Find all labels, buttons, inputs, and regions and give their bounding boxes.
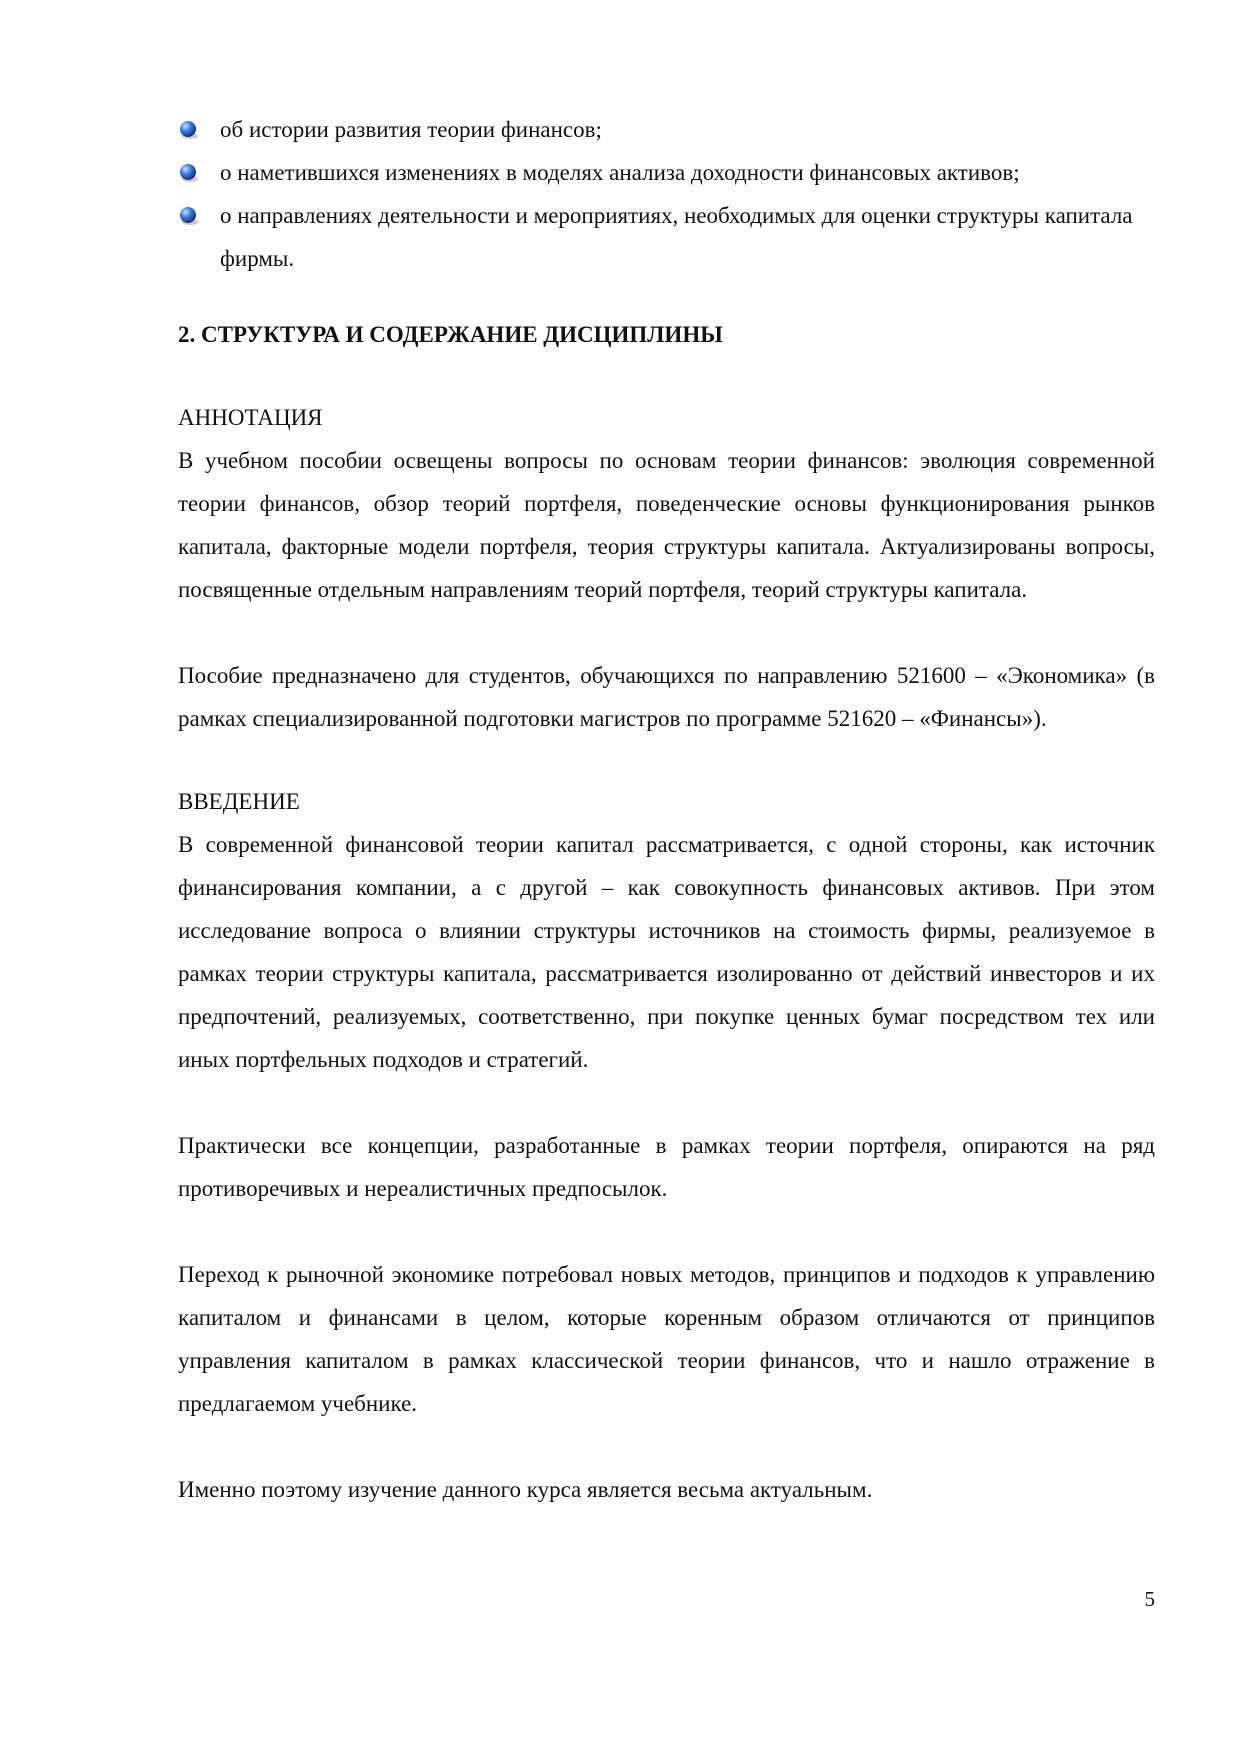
introduction-paragraph: Практически все концепции, разработанные в рамках теории портфеля, опираются на ряд противоречивых и нереалистичных предпосылок.	[178, 1133, 1155, 1201]
section-title: 2. СТРУКТУРА И СОДЕРЖАНИЕ ДИСЦИПЛИНЫ	[178, 322, 723, 347]
introduction-paragraph: В современной финансовой теории капитал рассматривается, с одной стороны, как источник финансирования компании, а с другой – как совокупность финансовых активов. При этом исследование вопроса о влиянии структуры источников на стоимость фирмы, реализуемое в рамках теории структуры капитала, рассматривается изолированно от действий инвесторов и их предпочтений, реализуемых, соответственно, при покупке ценных бумаг посредством тех или иных портфельных подходов и стратегий.	[178, 832, 1155, 1072]
list-item	[178, 108, 1155, 151]
annotation-paragraph: Пособие предназначено для студентов, обучающихся по направлению 521600 – «Экономика» (в рамках специализированной подготовки магистров по программе 521620 – «Финансы»).	[178, 663, 1155, 731]
introduction-paragraph: Переход к рыночной экономике потребовал новых методов, принципов и подходов к управлению капиталом и финансами в целом, которые коренным образом отличаются от принципов управления капиталом в рамках классической теории финансов, что и нашло отражение в предлагаемом учебнике.	[178, 1262, 1155, 1416]
page-number: 5	[1144, 1587, 1155, 1611]
sphere-bullet-icon	[178, 205, 200, 227]
bullet-text: о направлениях деятельности и мероприятиях, необходимых для оценки структуры капитала фирмы.	[220, 203, 1133, 271]
sphere-bullet-icon	[178, 162, 200, 184]
bullet-text: об истории развития теории финансов;	[220, 117, 602, 142]
bullet-list	[178, 108, 1155, 280]
introduction-paragraph: Именно поэтому изучение данного курса является весьма актуальным.	[178, 1477, 873, 1502]
list-item	[178, 194, 1155, 280]
list-item	[178, 151, 1155, 194]
introduction-heading: ВВЕДЕНИЕ	[178, 789, 300, 814]
annotation-paragraph: В учебном пособии освещены вопросы по основам теории финансов: эволюция современной теории финансов, обзор теорий портфеля, поведенческие основы функционирования рынков капитала, факторные модели портфеля, теория структуры капитала. Актуализированы вопросы, посвященные отдельным направлениям теорий портфеля, теорий структуры капитала.	[178, 448, 1155, 602]
sphere-bullet-icon	[178, 119, 200, 141]
page-content	[178, 108, 1155, 1511]
annotation-heading: АННОТАЦИЯ	[178, 405, 323, 430]
bullet-text: о наметившихся изменениях в моделях анализа доходности финансовых активов;	[220, 160, 1020, 185]
